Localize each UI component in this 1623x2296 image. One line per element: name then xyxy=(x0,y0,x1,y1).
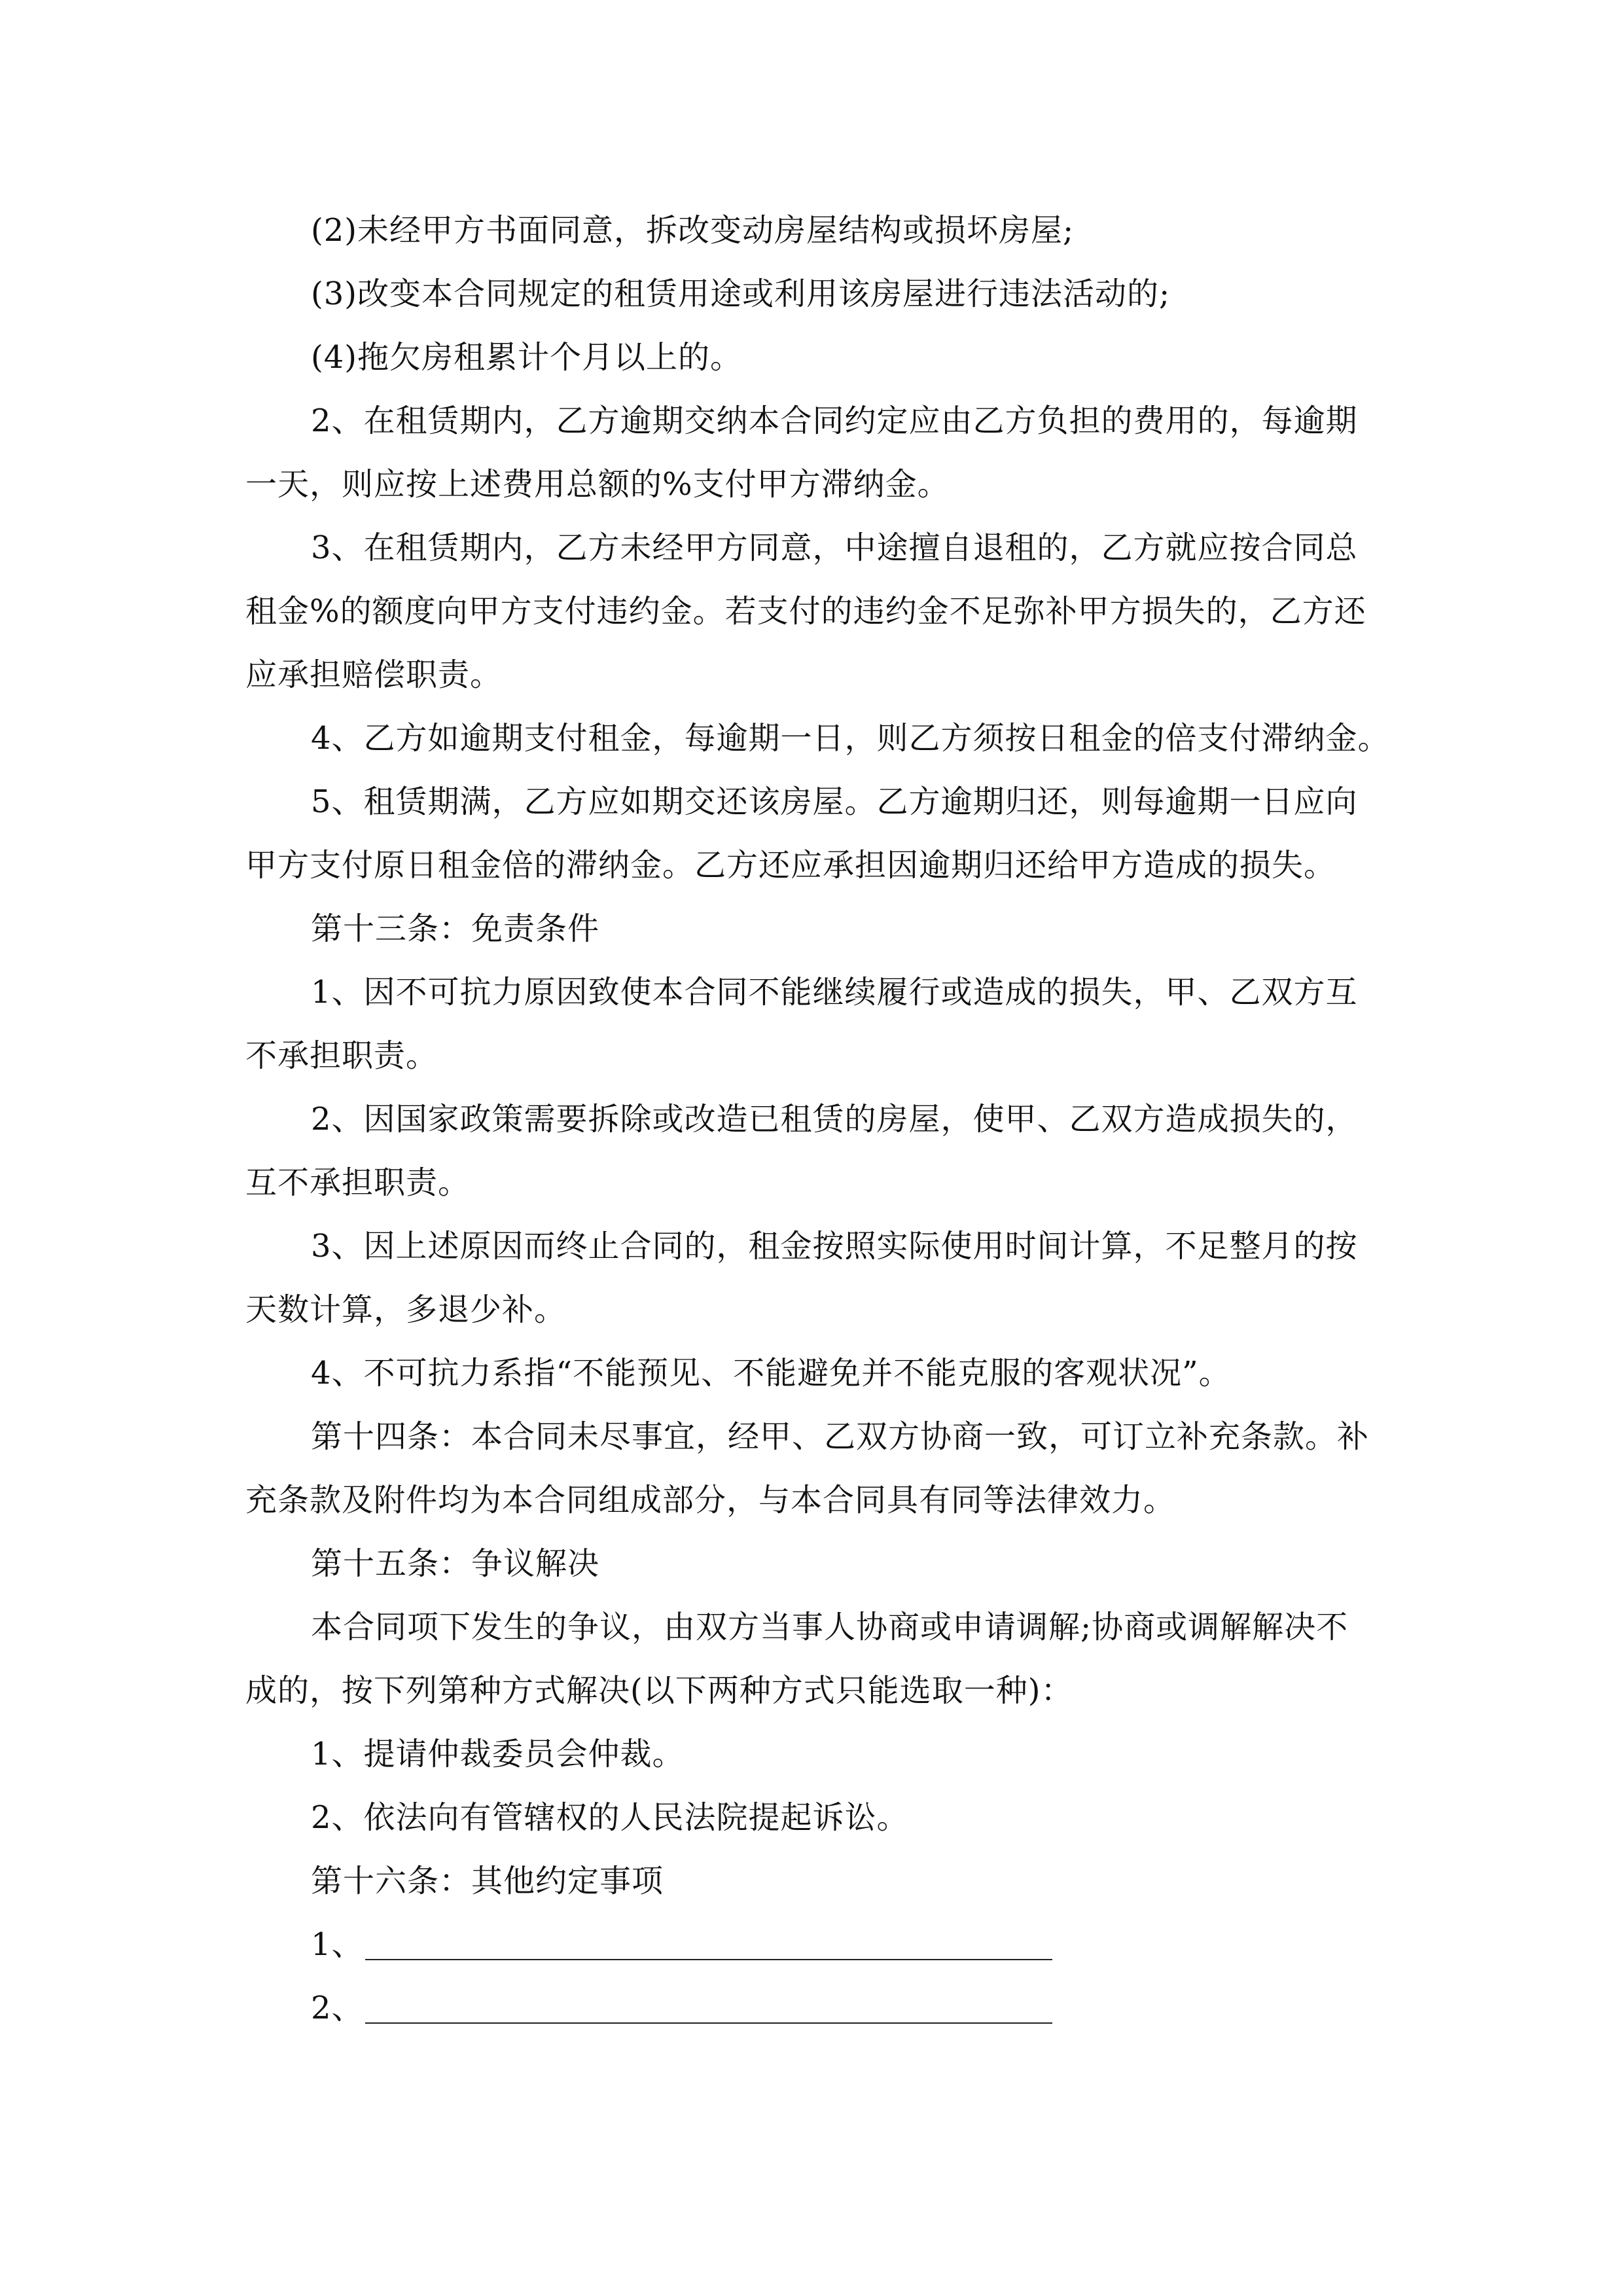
paragraph-line: 本合同项下发生的争议，由双方当事人协商或申请调解;协商或调解解决不 xyxy=(311,1609,1349,1645)
paragraph-line: 1、提请仲裁委员会仲裁。 xyxy=(311,1736,685,1772)
article-14-text: 第十四条：本合同未尽事宜，经甲、乙双方协商一致，可订立补充条款。补 xyxy=(311,1418,1370,1455)
paragraph-line: 2、在租赁期内，乙方逾期交纳本合同约定应由乙方负担的费用的，每逾期 xyxy=(311,403,1358,439)
paragraph-line: 不承担职责。 xyxy=(245,1037,438,1074)
paragraph-line: 应承担赔偿职责。 xyxy=(245,656,503,693)
blank-item-label: 2、 xyxy=(311,1990,364,2026)
paragraph-line: 3、在租赁期内，乙方未经甲方同意，中途擅自退租的，乙方就应按合同总 xyxy=(311,529,1358,566)
blank-item-label: 1、 xyxy=(311,1926,364,1963)
paragraph-line: 成的，按下列第种方式解决(以下两种方式只能选取一种)： xyxy=(245,1672,1073,1709)
paragraph-line: 3、因上述原因而终止合同的，租金按照实际使用时间计算，不足整月的按 xyxy=(311,1228,1358,1265)
clause-item-2: (2)未经甲方书面同意，拆改变动房屋结构或损坏房屋; xyxy=(311,212,1075,249)
clause-item-3: (3)改变本合同规定的租赁用途或利用该房屋进行违法活动的; xyxy=(311,276,1171,312)
blank-underline xyxy=(365,1959,1052,1960)
paragraph-line: 1、因不可抗力原因致使本合同不能继续履行或造成的损失，甲、乙双方互 xyxy=(311,974,1358,1011)
paragraph-line: 互不承担职责。 xyxy=(245,1164,471,1201)
paragraph-line: 一天，则应按上述费用总额的%支付甲方滞纳金。 xyxy=(245,466,950,503)
blank-underline xyxy=(365,2022,1052,2024)
paragraph-line: 租金%的额度向甲方支付违约金。若支付的违约金不足弥补甲方损失的，乙方还 xyxy=(245,593,1366,630)
article-16-heading: 第十六条：其他约定事项 xyxy=(311,1863,664,1899)
paragraph-line: 5、租赁期满，乙方应如期交还该房屋。乙方逾期归还，则每逾期一日应向 xyxy=(311,783,1358,820)
paragraph-line: 2、依法向有管辖权的人民法院提起诉讼。 xyxy=(311,1799,909,1836)
paragraph-line: 天数计算，多退少补。 xyxy=(245,1291,567,1328)
paragraph-line: 充条款及附件均为本合同组成部分，与本合同具有同等法律效力。 xyxy=(245,1482,1176,1518)
paragraph-line: 2、因国家政策需要拆除或改造已租赁的房屋，使甲、乙双方造成损失的， xyxy=(311,1101,1358,1138)
blank-item-1 xyxy=(311,1925,1052,1964)
article-15-heading: 第十五条：争议解决 xyxy=(311,1545,600,1582)
paragraph-line: 甲方支付原日租金倍的滞纳金。乙方还应承担因逾期归还给甲方造成的损失。 xyxy=(245,847,1336,884)
paragraph-line: 4、不可抗力系指“不能预见、不能避免并不能克服的客观状况”。 xyxy=(311,1355,1231,1391)
article-13-heading: 第十三条：免责条件 xyxy=(311,910,600,947)
blank-item-2 xyxy=(311,1988,1052,2028)
clause-item-4: (4)拖欠房租累计个月以上的。 xyxy=(311,339,742,376)
paragraph-line: 4、乙方如逾期支付租金，每逾期一日，则乙方须按日租金的倍支付滞纳金。 xyxy=(311,720,1390,757)
